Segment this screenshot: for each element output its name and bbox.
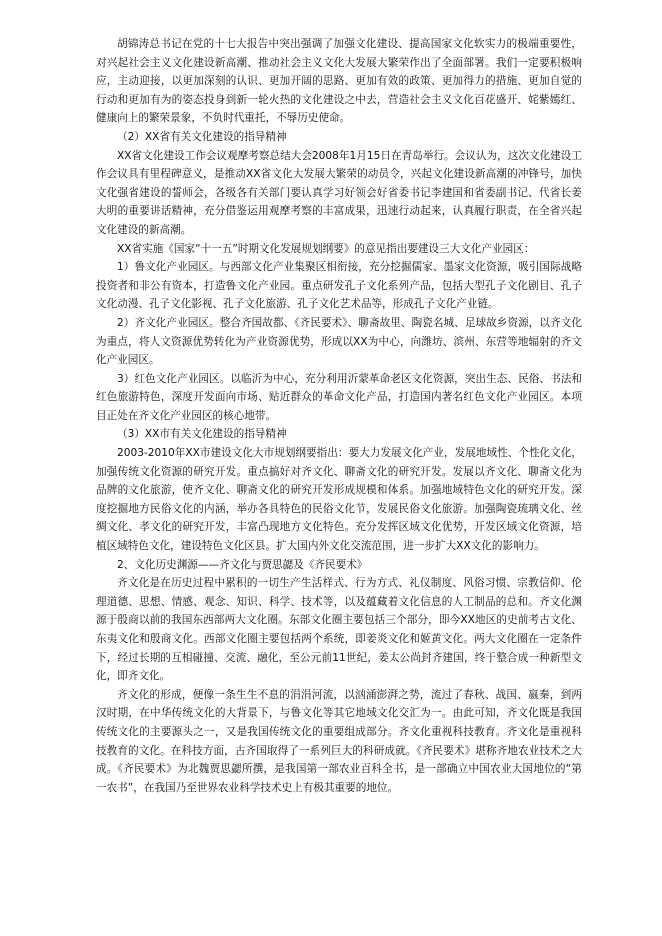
heading-province-guidance: （2）XX省有关文化建设的指导精神 — [117, 130, 287, 143]
paragraph-lu-culture-park: 1）鲁文化产业园区。与西部文化产业集聚区相衔接，充分挖掘儒家、墨家文化资源，吸引国际战略投资者和非公有资本，打造鲁文化产业园。重点研发孔子文化系列产品，包括大型孔子文化剧目、孔子文化动漫、孔子文化影视、孔子文化旅游、孔子文化艺术品等，形成孔子文化产业链。 — [96, 261, 582, 311]
paragraph-intro: 胡锦涛总书记在党的十七大报告中突出强调了加强文化建设、提高国家文化软实力的极端重要性，对兴起社会主义文化建设新高潮、推动社会主义文化大发展大繁荣作出了全面部署。我们一定要积极响应，主动迎接，以更加深刻的认识、更加开阔的思路、更加有效的政策、更加得力的措施、更加自觉的行动和更加有为的姿态投身到新一轮火热的文化建设之中去，营造社会主义文化百花盛开、姹紫嫣红、健康向上的繁荣景象，不负时代重托，不辱历史使命。 — [96, 38, 582, 125]
paragraph-qi-culture-definition: 齐文化是在历史过程中累积的一切生产生活样式、行为方式、礼仪制度、风俗习惯、宗教信仰、伦理道德、思想、情感、观念、知识、科学、技术等，以及蕴藏着文化信息的人工制品的总和。齐文化渊源于殷商以前的我国东西部两大文化圈。东部文化圈主要包括三个部分，即今XX地区的史前考古文化、东夷文化和殷商文化。西部文化圈主要包括两个系统，即姜炎文化和姬黄文化。两大文化圈在一定条件下，经过长期的互相碰撞、交流、融化，至公元前11世纪，姜太公尚封齐建国，终于整合成一种新型文化，即齐文化。 — [96, 577, 582, 683]
paragraph-city-plan: 2003-2010年XX市建设文化大市规划纲要指出：要大力发展文化产业，发展地域性、个性化文化，加强传统文化资源的研究开发。重点搞好对齐文化、聊斋文化的研究开发。发展以齐文化、聊斋文化为品牌的文化旅游，使齐文化、聊斋文化的研究开发形成规模和体系。加强地域特色文化的研究开发。深度挖掘地方民俗文化的内涵，举办各具特色的民俗文化节，发展民俗文化旅游。加强陶瓷琉璃文化、丝绸文化、孝文化的研究开发，丰富凸现地方文化特色。充分发挥区域文化优势，开发区域文化资源，培植区域特色文化，建设特色文化区县。扩大国内外文化交流范围，进一步扩大XX文化的影响力。 — [96, 447, 582, 553]
document-body — [96, 35, 582, 797]
heading-history-origin: 2、文化历史渊源——齐文化与贾思勰及《齐民要术》 — [117, 558, 368, 571]
paragraph-province-meeting: XX省文化建设工作会议观摩考察总结大会2008年1月15日在青岛举行。会议认为，这次文化建设工作会议具有里程碑意义，是推动XX省文化大发展大繁荣的动员令，兴起文化建设新高潮的冲锋号，加快文化强省建设的誓师会，各级各有关部门要认真学习好领会好省委书记李建国和省委副书记、代省长姜大明的重要讲话精神，充分借鉴运用观摩考察的丰富成果，迅速行动起来，认真履行职责，在全省兴起文化建设的新高潮。 — [96, 149, 582, 236]
paragraph-red-culture-park: 3）红色文化产业园区。以临沂为中心，充分利用沂蒙革命老区文化资源，突出生态、民俗、书法和红色旅游特色，深度开发面向市场、贴近群众的革命文化产品，打造国内著名红色文化产业园区。本项目正处在齐文化产业园区的核心地带。 — [96, 372, 582, 422]
paragraph-qi-culture-formation: 齐文化的形成，便像一条生生不息的涓涓河流，以汹涌澎湃之势，流过了春秋、战国、嬴秦，到两汉时期，在中华传统文化的大背景下，与鲁文化等其它地域文化交汇为一。由此可知，齐文化既是我国传统文化的主要源头之一，又是我国传统文化的重要组成部分。齐文化重视科技教育。齐文化是重视科技教育的文化。在科技方面，古齐国取得了一系列巨大的科研成就。《齐民要术》堪称齐地农业技术之大成。《齐民要术》为北魏贾思勰所撰，是我国第一部农业百科全书，是一部确立中国农业大国地位的“第一农书”，在我国乃至世界农业科学技术史上有极其重要的地位。 — [96, 688, 582, 794]
heading-city-guidance: （3）XX市有关文化建设的指导精神 — [117, 428, 287, 441]
paragraph-three-parks: XX省实施《国家“十一五”时期文化发展规划纲要》的意见指出要建设三大文化产业园区： — [117, 242, 535, 255]
paragraph-qi-culture-park: 2）齐文化产业园区。整合齐国故都、《齐民要术》、聊斋故里、陶瓷名城、足球故乡资源，以齐文化为重点，将人文资源优势转化为产业资源优势，形成以XX为中心，向潍坊、滨州、东营等地辐射的齐文化产业园区。 — [96, 316, 582, 367]
